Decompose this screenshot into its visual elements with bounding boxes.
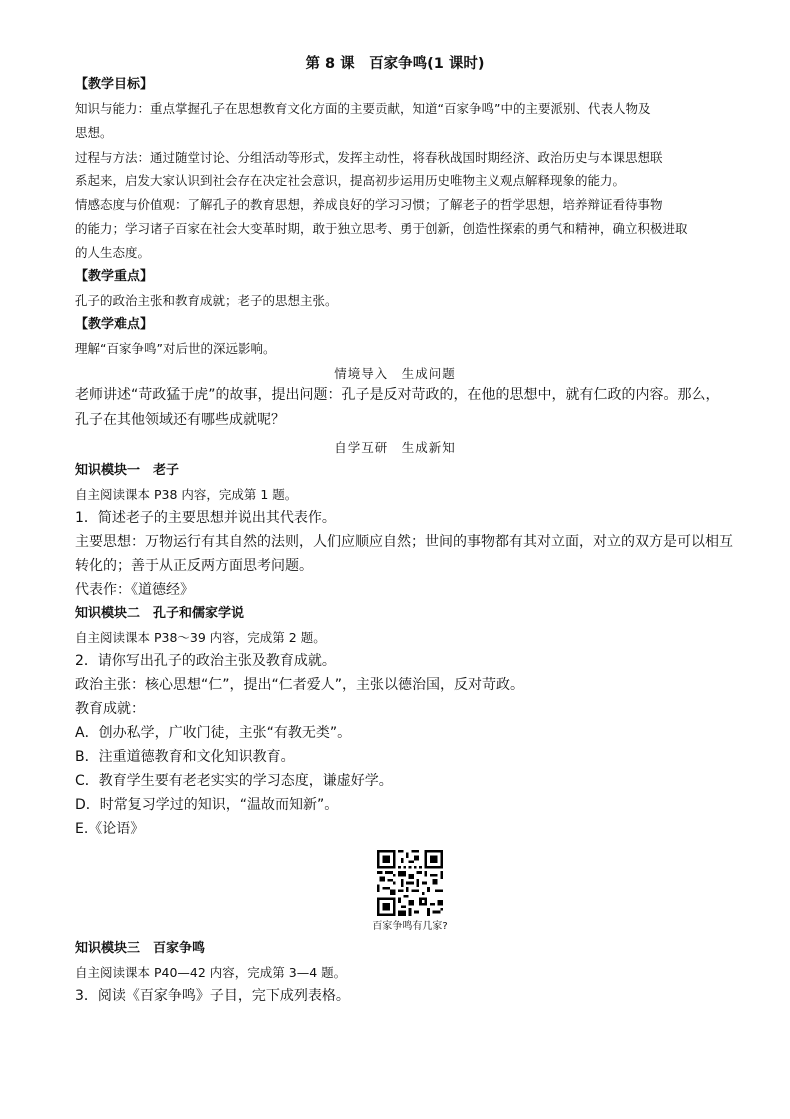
difficulties-heading: 【教学难点】 [75, 317, 154, 332]
objective-emotion-line-3: 的人生态度。 [75, 245, 151, 260]
key-points-text: 孔子的政治主张和教育成就；老子的思想主张。 [75, 293, 338, 308]
module1-question: 1．简述老子的主要思想并说出其代表作。 [75, 510, 336, 526]
module1-works: 代表作：《道德经》 [75, 582, 194, 598]
page-title: 第 8 课 百家争鸣(1 课时) [305, 56, 485, 72]
module2-edu-b: B．注重道德教育和文化知识教育。 [75, 749, 295, 765]
intro-text-line-2: 孔子在其他领域还有哪些成就呢？ [75, 412, 285, 428]
module2-politics: 政治主张：核心思想“仁”，提出“仁者爱人”，主张以德治国，反对苛政。 [75, 677, 525, 693]
module2-edu-heading: 教育成就： [75, 701, 145, 717]
module2-edu-e: E.《论语》 [75, 821, 145, 837]
key-points-heading: 【教学重点】 [75, 269, 154, 284]
objective-process-line-1: 过程与方法：通过随堂讨论、分组活动等形式，发挥主动性，将春秋战国时期经济、政治历史与本课思想联 [75, 150, 663, 165]
objectives-heading: 【教学目标】 [75, 77, 154, 92]
module2-heading: 知识模块二 孔子和儒家学说 [75, 606, 245, 621]
difficulties-text: 理解“百家争鸣”对后世的深远影响。 [75, 341, 276, 356]
qr-code-image[interactable] [377, 850, 443, 916]
qr-caption: 百家争鸣有几家? [372, 921, 448, 932]
module1-answer-line-2: 转化的；善于从正反两方面思考问题。 [75, 558, 313, 574]
objective-knowledge-line-2: 思想。 [75, 125, 113, 140]
module1-instruction: 自主阅读课本 P38 内容，完成第 1 题。 [75, 487, 298, 502]
objective-knowledge-line-1: 知识与能力：重点掌握孔子在思想教育文化方面的主要贡献，知道“百家争鸣”中的主要派别、代表人物及 [75, 101, 651, 116]
objective-emotion-line-1: 情感态度与价值观：了解孔子的教育思想，养成良好的学习习惯；了解老子的哲学思想，培养辩证看待事物 [75, 197, 663, 212]
self-study-heading: 自学互研 生成新知 [334, 440, 456, 455]
objective-emotion-line-2: 的能力；学习诸子百家在社会大变革时期，敢于独立思考、勇于创新，创造性探索的勇气和精神，确立积极进取 [75, 221, 688, 236]
module2-edu-a: A．创办私学，广收门徒，主张“有教无类”。 [75, 725, 352, 741]
module3-question: 3．阅读《百家争鸣》子目，完下成列表格。 [75, 988, 350, 1004]
module3-heading: 知识模块三 百家争鸣 [75, 941, 206, 956]
module2-question: 2．请你写出孔子的政治主张及教育成就。 [75, 653, 336, 669]
module1-answer-line-1: 主要思想：万物运行有其自然的法则，人们应顺应自然；世间的事物都有其对立面，对立的双方是可以相互 [75, 534, 733, 550]
module2-edu-d: D．时常复习学过的知识，“温故而知新”。 [75, 797, 339, 813]
module2-instruction: 自主阅读课本 P38～39 内容，完成第 2 题。 [75, 630, 326, 645]
module3-instruction: 自主阅读课本 P40—42 内容，完成第 3—4 题。 [75, 965, 347, 980]
module2-edu-c: C．教育学生要有老老实实的学习态度，谦虚好学。 [75, 773, 393, 789]
intro-heading: 情境导入 生成问题 [334, 366, 456, 381]
module1-heading: 知识模块一 老子 [75, 463, 180, 478]
intro-text-line-1: 老师讲述“苛政猛于虎”的故事，提出问题：孔子是反对苛政的，在他的思想中，就有仁政的内容。那么， [75, 387, 720, 403]
objective-process-line-2: 系起来，启发大家认识到社会存在决定社会意识，提高初步运用历史唯物主义观点解释现象的能力。 [75, 173, 626, 188]
